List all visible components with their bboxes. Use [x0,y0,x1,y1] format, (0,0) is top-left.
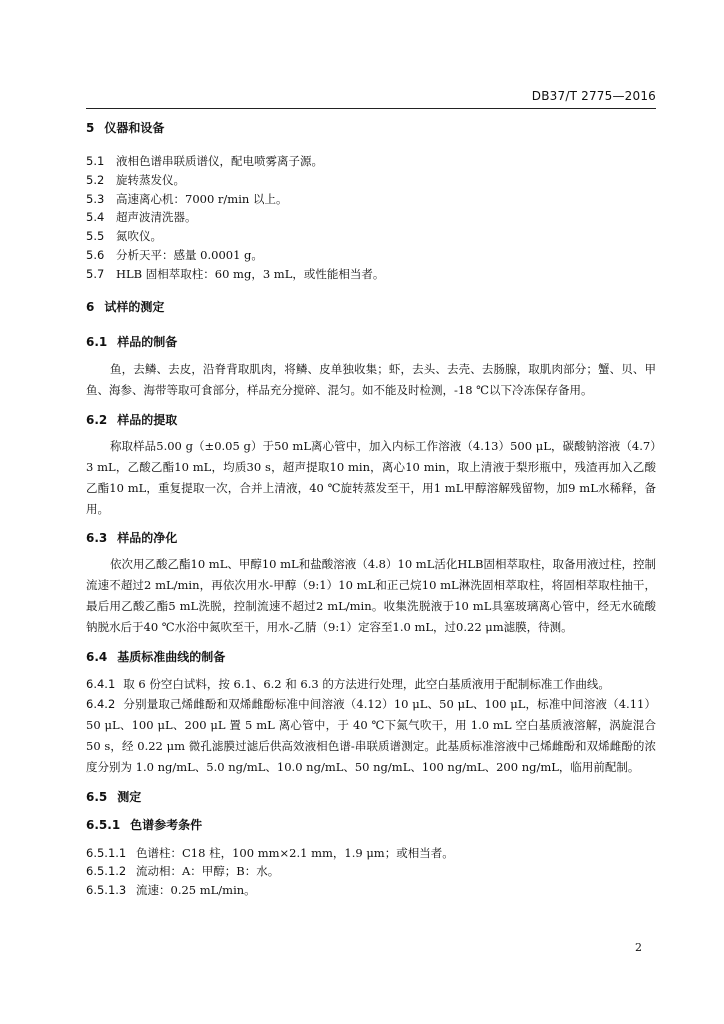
subsection-number: 6.1 [86,334,108,349]
list-item [86,208,656,227]
item-text: 色谱柱：C18 柱，100 mm×2.1 mm，1.9 μm；或相当者。 [136,845,454,860]
sample-cleanup-paragraph: 依次用乙酸乙酯10 mL、甲醇10 mL和盐酸溶液（4.8）10 mL活化HLB固相萃取柱，取备用液过柱，控制流速不超过2 mL/min，再依次用水-甲醇（9:1）10 mL和正己烷10 mL淋洗固相萃取柱，将固相萃取柱抽干，最后用乙酸乙酯5 mL洗脱，控制流速不超过2 mL/min。收集洗脱液于10 mL具塞玻璃离心管中，经无水硫酸钠脱水后于40 ℃水浴中氮吹至干，用水-乙腈（9:1）定容至1.0 mL，过0.22 μm滤膜，待测。 [86,556,656,634]
item-text: 旋转蒸发仪。 [116,172,185,187]
item-text: 高速离心机：7000 r/min 以上。 [116,191,288,206]
section-number: 6 [86,299,95,314]
section-number: 5 [86,121,95,135]
subsection-number: 6.5.1 [86,817,121,832]
item-number: 5.3 [86,191,105,206]
item-number: 5.2 [86,172,105,187]
item-text: 分析天平：感量 0.0001 g。 [116,247,263,262]
list-item [86,227,656,246]
subsection-6-5-heading [86,789,656,806]
subsection-6-4-heading [86,649,656,666]
list-item [86,881,656,900]
section-6-heading [86,299,656,316]
item-text: 流速：0.25 mL/min。 [136,883,256,898]
list-item [86,862,656,881]
item-number: 5.4 [86,210,105,225]
list-item [86,152,656,171]
item-text: HLB 固相萃取柱：60 mg，3 mL，或性能相当者。 [116,266,385,281]
subsection-title: 色谱参考条件 [130,817,203,832]
list-item [86,246,656,265]
item-number: 6.5.1.2 [86,864,127,879]
section-5-heading [86,120,656,137]
item-text: 流动相：A：甲醇；B：水。 [136,864,280,879]
subsection-number: 6.4 [86,649,108,664]
item-number: 5.5 [86,229,105,244]
standard-code: DB37/T 2775—2016 [531,89,656,103]
item-number: 5.6 [86,247,105,262]
subsection-number: 6.3 [86,530,108,545]
section-title: 仪器和设备 [104,121,165,135]
section-title: 试样的测定 [104,299,165,314]
list-item [86,844,656,863]
item-number: 6.5.1.1 [86,845,127,860]
item-number: 5.7 [86,266,105,281]
subsection-title: 样品的提取 [117,412,178,427]
list-item [86,190,656,209]
subsection-number: 6.2 [86,412,108,427]
list-item [86,171,656,190]
clause-6-4-1 [86,674,656,695]
subsection-title: 样品的净化 [117,530,178,545]
item-text: 超声波清洗器。 [116,210,197,225]
equipment-list [86,152,656,284]
sample-extraction-paragraph: 称取样品5.00 g（±0.05 g）于50 mL离心管中，加入内标工作溶液（4.13）500 μL，碳酸钠溶液（4.7）3 mL，乙酸乙酯10 mL，均质30 s，超声提取10 min，离心10 min，取上清液于梨形瓶中，残渣再加入乙酸乙酯10 mL，重复提取一次，合并上清液，40 ℃旋转蒸发至干，用1 mL甲醇溶解残留物，加9 mL水稀释，备用。 [86,438,656,516]
clause-number: 6.4.2 [86,697,116,712]
subsection-6-5-1-heading [86,817,656,834]
item-number: 5.1 [86,154,105,168]
subsection-title: 测定 [117,789,142,804]
clause-text: 取 6 份空白试料，按 6.1、6.2 和 6.3 的方法进行处理，此空白基质液用于配制标准工作曲线。 [123,676,610,691]
header-rule [86,108,656,109]
item-text: 液相色谱串联质谱仪，配电喷雾离子源。 [116,154,323,168]
clause-number: 6.4.1 [86,676,116,691]
item-number: 6.5.1.3 [86,883,127,898]
subsection-title: 基质标准曲线的制备 [117,649,226,664]
list-item [86,265,656,284]
subsection-6-1-heading [86,334,656,351]
page-body [86,120,656,900]
subsection-title: 样品的制备 [117,334,178,349]
clause-6-4-2 [86,694,656,777]
sample-preparation-paragraph: 鱼，去鳞、去皮，沿脊背取肌肉，将鳞、皮单独收集；虾，去头、去壳、去肠腺，取肌肉部分；蟹、贝、甲鱼、海参、海带等取可食部分，样品充分搅碎、混匀。如不能及时检测，-18 ℃以下冷冻保存备用。 [86,361,656,397]
subsection-number: 6.5 [86,789,108,804]
clause-text: 分别量取己烯雌酚和双烯雌酚标准中间溶液（4.12）10 μL、50 μL、100 μL，标准中间溶液（4.11）50 μL、100 μL、200 μL 置 5 mL 离心管中，于 40 ℃下氮气吹干，用 1.0 mL 空白基质液溶解，涡旋混合 50 s，经 0.22 μm 微孔滤膜过滤后供高效液相色谱-串联质谱测定。此基质标准溶液中己烯雌酚和双烯雌酚的浓度分别为 1.0 ng/mL、5.0 ng/mL、10.0 ng/mL、50 ng/mL、100 ng/mL、200 ng/mL，临用前配制。 [86,697,656,774]
subsection-6-2-heading [86,412,656,429]
item-text: 氮吹仪。 [116,229,162,244]
subsection-6-3-heading [86,530,656,547]
page-number: 2 [635,941,642,954]
